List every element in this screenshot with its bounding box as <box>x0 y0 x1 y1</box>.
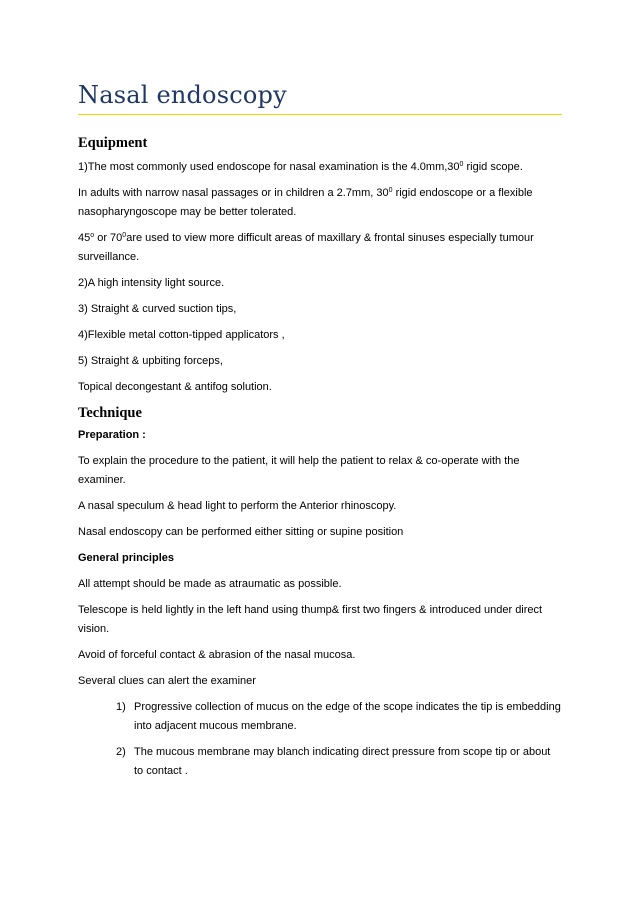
list-item <box>78 698 562 736</box>
text: 1)The most commonly used endoscope for nasal examination is the 4.0mm,30 <box>78 161 460 173</box>
technique-heading: Technique <box>78 405 142 421</box>
preparation-label: Preparation : <box>78 429 146 441</box>
list-item-number: 2) <box>116 746 126 758</box>
preparation-paragraph-2: A nasal speculum & head light to perform the Anterior rhinoscopy. <box>78 500 397 512</box>
equipment-item-applicators: 4)Flexible metal cotton-tipped applicators , <box>78 329 285 341</box>
degree-superscript: 0 <box>459 161 464 168</box>
equipment-item-solution: Topical decongestant & antifog solution. <box>78 381 272 393</box>
general-paragraph-1: All attempt should be made as atraumatic as possible. <box>78 578 342 590</box>
degree-superscript: o <box>90 232 95 239</box>
equipment-heading: Equipment <box>78 135 148 151</box>
document-body <box>78 130 562 788</box>
text: In adults with narrow nasal passages or in children a 2.7mm, 30 <box>78 187 389 199</box>
text: 45 <box>78 232 91 244</box>
list-item-text: Progressive collection of mucus on the edge of the scope indicates the tip is embedding into adjacent mucous membrane. <box>134 701 561 732</box>
preparation-paragraph-1: To explain the procedure to the patient, it will help the patient to relax & co-operate with the examiner. <box>78 455 520 486</box>
equipment-paragraph-1 <box>78 158 562 177</box>
degree-superscript: 0 <box>388 187 393 194</box>
clues-list <box>78 698 562 781</box>
equipment-item-forceps: 5) Straight & upbiting forceps, <box>78 355 223 367</box>
equipment-item-light-source: 2)A high intensity light source. <box>78 277 225 289</box>
document-title: Nasal endoscopy <box>78 81 287 109</box>
list-item <box>78 743 562 781</box>
text: are used to view more difficult areas of maxillary & frontal sinuses especially tumour surveillance. <box>78 232 534 263</box>
text: or 70 <box>94 232 123 244</box>
equipment-item-suction-tips: 3) Straight & curved suction tips, <box>78 303 237 315</box>
preparation-paragraph-3: Nasal endoscopy can be performed either sitting or supine position <box>78 526 404 538</box>
general-paragraph-4: Several clues can alert the examiner <box>78 675 256 687</box>
general-paragraph-2: Telescope is held lightly in the left hand using thump& first two fingers & introduced under direct vision. <box>78 604 543 635</box>
title-underline <box>78 114 562 115</box>
text: rigid endoscope or a flexible nasopharyngoscope may be better tolerated. <box>78 187 533 218</box>
general-principles-label: General principles <box>78 552 174 564</box>
general-paragraph-3: Avoid of forceful contact & abrasion of the nasal mucosa. <box>78 649 356 661</box>
equipment-paragraph-2 <box>78 184 562 222</box>
text: rigid scope. <box>463 161 523 173</box>
degree-superscript: 0 <box>122 232 127 239</box>
list-item-number: 1) <box>116 701 126 713</box>
list-item-text: The mucous membrane may blanch indicating direct pressure from scope tip or about to contact . <box>134 746 551 777</box>
equipment-paragraph-3 <box>78 229 562 267</box>
